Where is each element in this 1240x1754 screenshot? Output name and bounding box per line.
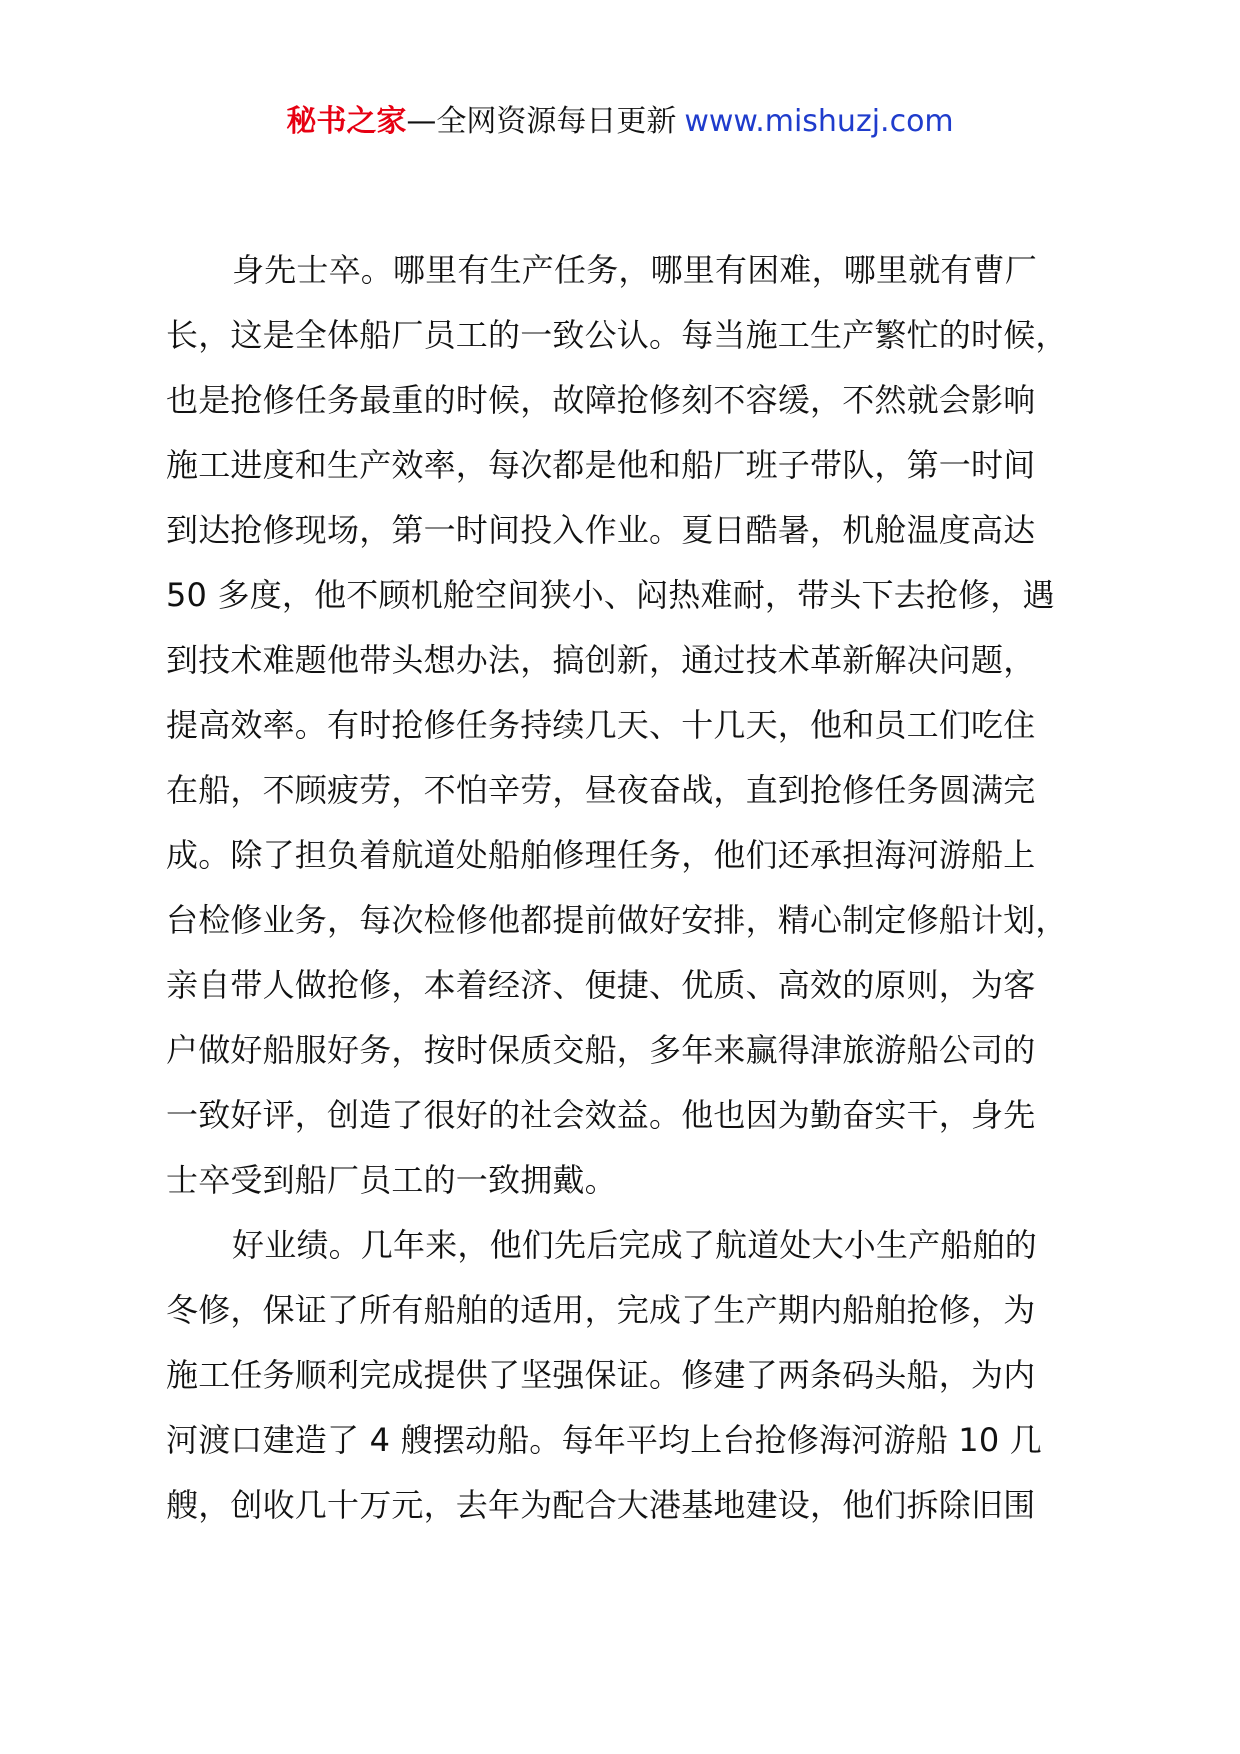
text-line: 冬修，保证了所有船舶的适用，完成了生产期内船舶抢修，为 (166, 1291, 1036, 1329)
text-line: 到达抢修现场，第一时间投入作业。夏日酷暑，机舱温度高达 (166, 511, 1036, 549)
brand-name: 秘书之家 (286, 104, 407, 139)
text-line: 到技术难题他带头想办法，搞创新，通过技术革新解决问题， (166, 641, 1036, 679)
text-line: 艘，创收几十万元，去年为配合大港基地建设，他们拆除旧围 (166, 1486, 1036, 1524)
text-line: 一致好评，创造了很好的社会效益。他也因为勤奋实干，身先 (166, 1096, 1036, 1134)
text-line: 亲自带人做抢修，本着经济、便捷、优质、高效的原则，为客 (166, 966, 1036, 1004)
text-line: 50 多度，他不顾机舱空间狭小、闷热难耐，带头下去抢修，遇 (166, 576, 1055, 614)
text-line: 好业绩。几年来，他们先后完成了航道处大小生产船舶的 (232, 1226, 1038, 1264)
paragraph-1 (166, 238, 1118, 1213)
paragraph-2 (166, 1213, 1118, 1538)
text-line: 也是抢修任务最重的时候，故障抢修刻不容缓，不然就会影响 (166, 381, 1036, 419)
header-slogan: —全网资源每日更新 (406, 104, 677, 139)
text-line: 成。除了担负着航道处船舶修理任务，他们还承担海河游船上 (166, 836, 1036, 874)
website-url[interactable]: www.mishuzj.com (684, 104, 954, 139)
text-line: 长，这是全体船厂员工的一致公认。每当施工生产繁忙的时候， (166, 316, 1068, 354)
text-line: 施工进度和生产效率，每次都是他和船厂班子带队，第一时间 (166, 446, 1036, 484)
text-line: 在船，不顾疲劳，不怕辛劳，昼夜奋战，直到抢修任务圆满完 (166, 771, 1036, 809)
text-line: 提高效率。有时抢修任务持续几天、十几天，他和员工们吃住 (166, 706, 1036, 744)
text-line: 河渡口建造了 4 艘摆动船。每年平均上台抢修海河游船 10 几 (166, 1421, 1042, 1459)
text-line: 台检修业务，每次检修他都提前做好安排，精心制定修船计划， (166, 901, 1068, 939)
text-line: 身先士卒。哪里有生产任务，哪里有困难，哪里就有曹厂 (232, 251, 1038, 289)
text-line: 士卒受到船厂员工的一致拥戴。 (166, 1161, 617, 1199)
document-body (166, 238, 1118, 1538)
text-line: 施工任务顺利完成提供了坚强保证。修建了两条码头船，为内 (166, 1356, 1036, 1394)
page-header (0, 100, 1240, 144)
text-line: 户做好船服好务，按时保质交船，多年来赢得津旅游船公司的 (166, 1031, 1036, 1069)
